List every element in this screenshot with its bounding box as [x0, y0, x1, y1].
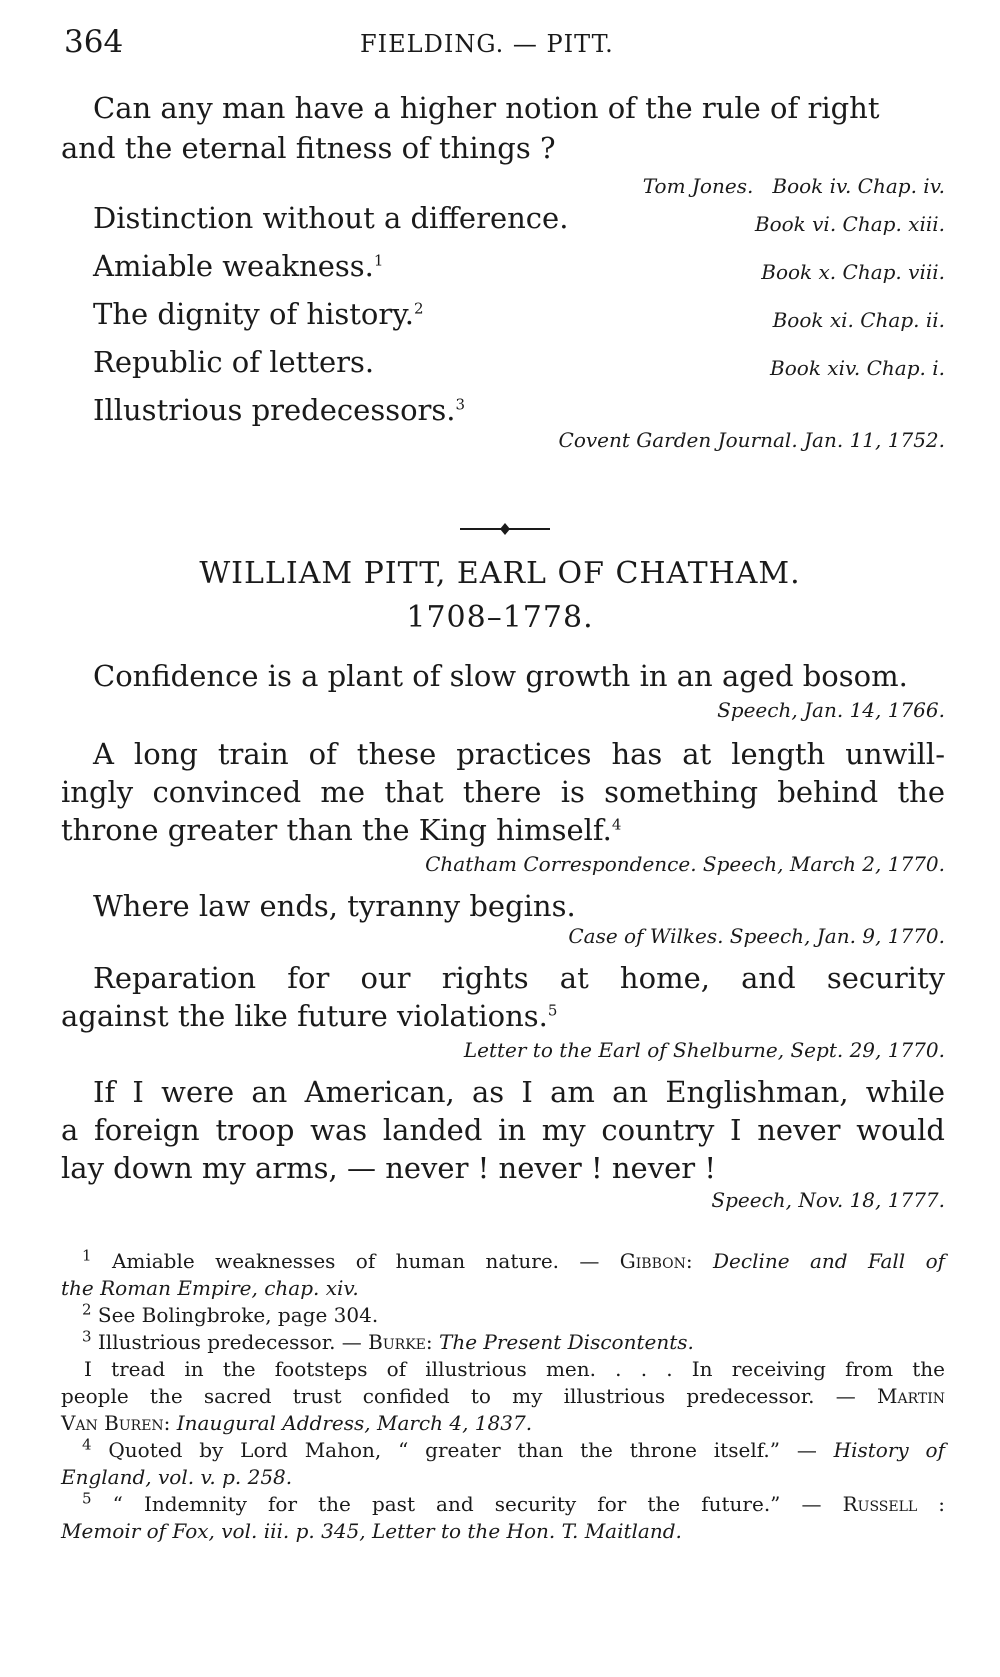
footnote-4-line-2: England, vol. v. p. 258.: [61, 1465, 293, 1489]
footnote-ref-1: 1: [373, 251, 384, 270]
footnote-work: Decline and Fall of: [713, 1249, 946, 1273]
quote-text: throne greater than the King himself.: [61, 813, 612, 847]
footnote-number: 1: [82, 1246, 92, 1265]
footnote-4-line-1: [82, 1437, 945, 1464]
footnote-work: The Present Discontents.: [439, 1330, 694, 1354]
citation-location: Book iv. Chap. iv.: [772, 174, 945, 198]
footnote-text: people the sacred trust confided to my illustrious predecessor. —: [61, 1384, 856, 1408]
fielding-quote-1-line-2: and the eternal fitness of things ?: [61, 131, 556, 165]
quote-text: Illustrious predecessors.: [93, 393, 456, 427]
fielding-quote-2: Distinction without a difference.: [93, 201, 569, 235]
pitt-quote-2-citation: Chatham Correspondence. Speech, March 2, 1770.: [425, 852, 945, 876]
footnote-text: Quoted by Lord Mahon, “ greater than the throne itself.” —: [108, 1438, 817, 1462]
footnote-text: Amiable weaknesses of human nature. —: [111, 1249, 600, 1273]
quote-text: The dignity of history.: [93, 297, 414, 331]
fielding-quote-3: [93, 246, 383, 286]
quote-text: Amiable weakness.: [93, 249, 374, 283]
fielding-quote-1-citation: [643, 174, 945, 198]
fielding-quote-4-citation: Book xi. Chap. ii.: [772, 308, 945, 332]
footnote-work: History of: [833, 1438, 945, 1462]
footnote-ref-3: 3: [455, 395, 466, 414]
footnote-5-line-2: Memoir of Fox, vol. iii. p. 345, Letter to the Hon. T. Maitland.: [61, 1519, 682, 1543]
footnote-author: Gibbon:: [619, 1249, 693, 1273]
section-divider-ornament: [460, 522, 550, 536]
pitt-quote-4-line-2: [61, 996, 557, 1036]
pitt-quote-5-line-3: lay down my arms, — never ! never ! never !: [61, 1151, 716, 1185]
footnote-ref-5: 5: [547, 1001, 558, 1020]
footnote-number: 5: [82, 1489, 92, 1508]
pitt-quote-1-citation: Speech, Jan. 14, 1766.: [717, 698, 945, 722]
footnote-3: [82, 1329, 694, 1356]
footnote-text: “ Indemnity for the past and security for the future.” —: [112, 1492, 822, 1516]
footnote-author: Van Buren:: [61, 1411, 171, 1435]
footnote-3b-line-1: I tread in the footsteps of illustrious men. . . . In receiving from the: [84, 1357, 945, 1381]
quote-text: against the like future violations.: [61, 999, 548, 1033]
pitt-quote-5-line-1: If I were an American, as I am an Englishman, while: [93, 1075, 945, 1109]
fielding-quote-6-citation: Covent Garden Journal. Jan. 11, 1752.: [558, 428, 945, 452]
footnote-author: Burke:: [368, 1330, 433, 1354]
footnote-text: See Bolingbroke, page 304.: [97, 1303, 379, 1327]
footnote-work: Inaugural Address, March 4, 1837.: [176, 1411, 533, 1435]
footnote-number: 4: [82, 1435, 92, 1454]
pitt-quote-1: Confidence is a plant of slow growth in an aged bosom.: [93, 659, 908, 693]
fielding-quote-4: [93, 294, 424, 334]
footnote-1-line-2: the Roman Empire, chap. xiv.: [61, 1276, 359, 1300]
footnote-1-line-1: [82, 1248, 945, 1275]
page-number: 364: [64, 24, 124, 60]
pitt-quote-4-citation: Letter to the Earl of Shelburne, Sept. 29, 1770.: [463, 1038, 945, 1062]
pitt-quote-5-line-2: a foreign troop was landed in my country I never would: [61, 1113, 945, 1147]
footnote-author: Martin: [877, 1384, 946, 1408]
footnote-number: 2: [82, 1300, 92, 1319]
pitt-quote-3: Where law ends, tyranny begins.: [93, 889, 576, 923]
fielding-quote-6: [93, 390, 465, 430]
footnote-5-line-1: [82, 1491, 945, 1518]
fielding-quote-5-citation: Book xiv. Chap. i.: [770, 356, 945, 380]
author-dates: 1708–1778.: [406, 600, 594, 635]
fielding-quote-3-citation: Book x. Chap. viii.: [761, 260, 945, 284]
pitt-quote-2-line-2: ingly convinced me that there is something behind the: [61, 775, 945, 809]
footnote-ref-2: 2: [413, 299, 424, 318]
footnote-2: [82, 1302, 378, 1329]
running-title: FIELDING. — PITT.: [360, 30, 614, 58]
pitt-quote-5-citation: Speech, Nov. 18, 1777.: [711, 1188, 945, 1212]
author-heading: WILLIAM PITT, EARL OF CHATHAM.: [199, 556, 801, 591]
footnote-number: 3: [82, 1327, 92, 1346]
fielding-quote-1-line-1: Can any man have a higher notion of the rule of right: [93, 91, 880, 125]
citation-work: Tom Jones.: [642, 174, 754, 198]
footnote-author: Russell :: [842, 1492, 946, 1516]
fielding-quote-2-citation: Book vi. Chap. xiii.: [754, 212, 945, 236]
footnote-3b-line-3: [61, 1410, 532, 1437]
footnote-3b-line-2: [61, 1383, 945, 1410]
pitt-quote-3-citation: Case of Wilkes. Speech, Jan. 9, 1770.: [568, 924, 945, 948]
pitt-quote-2-line-3: [61, 810, 621, 850]
footnote-text: Illustrious predecessor. —: [97, 1330, 362, 1354]
fielding-quote-5: Republic of letters.: [93, 345, 375, 379]
pitt-quote-2-line-1: A long train of these practices has at length unwill-: [93, 737, 945, 771]
pitt-quote-4-line-1: Reparation for our rights at home, and security: [93, 961, 945, 995]
footnote-ref-4: 4: [611, 815, 622, 834]
